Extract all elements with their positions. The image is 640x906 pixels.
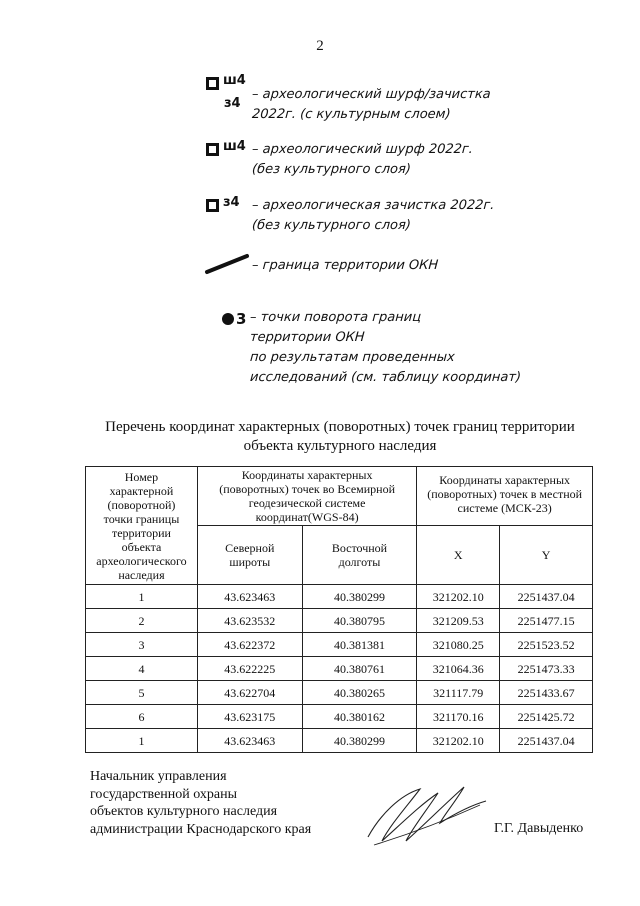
coordinates-table: [85, 466, 593, 753]
header-wgs-line: Координаты характерных: [241, 468, 373, 482]
legend-text-line1: – граница территории ОКН: [251, 258, 439, 273]
header-number-line: археологического: [96, 554, 187, 568]
signer-name: Г.Г. Давыденко: [494, 821, 584, 836]
table-row: [86, 705, 593, 729]
header-msk-line: системе (МСК-23): [457, 501, 552, 515]
header-msk-line: Координаты характерных: [439, 473, 571, 487]
legend-symbol-bottom: з4: [224, 96, 241, 111]
cell-y: 2251437.04: [500, 585, 593, 609]
cell-y: 2251425.72: [500, 705, 593, 729]
subheader-line: долготы: [338, 555, 381, 569]
cell-latitude: 43.623463: [197, 585, 302, 609]
turning-point-dot-icon: [222, 313, 234, 325]
cell-point-number: 5: [86, 681, 198, 705]
pit-square-icon: [206, 77, 219, 90]
signatory-position: [90, 768, 311, 838]
legend-symbol: 3: [236, 310, 247, 328]
subheader-north-latitude: [197, 526, 302, 585]
header-number-line: объекта: [121, 540, 162, 554]
cell-latitude: 43.622225: [197, 657, 302, 681]
cell-longitude: 40.381381: [302, 633, 417, 657]
legend-text-line1: – археологический шурф/зачистка: [251, 87, 492, 102]
table-row: [86, 633, 593, 657]
cell-x: 321202.10: [417, 585, 500, 609]
cell-x: 321170.16: [417, 705, 500, 729]
legend-text-line2: 2022г. (с культурным слоем): [251, 107, 452, 122]
legend-symbol-top: ш4: [223, 73, 246, 88]
cell-longitude: 40.380265: [302, 681, 417, 705]
cell-x: 321209.53: [417, 609, 500, 633]
boundary-line-icon: [204, 252, 250, 276]
subheader-line: Северной: [225, 541, 275, 555]
subheader-line: Восточной: [331, 541, 388, 555]
header-wgs-line: геодезической системе: [248, 496, 366, 510]
position-line: Начальник управления: [90, 769, 227, 784]
pit-square-icon: [206, 143, 219, 156]
legend-symbol: з4: [223, 195, 240, 210]
header-point-number: [86, 467, 198, 585]
legend-text-line3: по результатам проведенных: [249, 350, 456, 365]
cell-latitude: 43.623175: [197, 705, 302, 729]
cell-point-number: 4: [86, 657, 198, 681]
table-caption: [80, 418, 600, 456]
cell-latitude: 43.622372: [197, 633, 302, 657]
position-line: государственной охраны: [90, 786, 238, 802]
position-line: администрации Краснодарского края: [90, 821, 312, 837]
table-row: [86, 609, 593, 633]
legend-text-line1: – археологическая зачистка 2022г.: [251, 198, 495, 213]
cleaning-square-icon: [206, 199, 219, 212]
subheader-line: широты: [229, 555, 271, 569]
handwritten-signature: [360, 775, 490, 855]
header-msk23: [417, 467, 593, 526]
header-number-line: точки границы: [103, 512, 180, 526]
cell-x: 321202.10: [417, 729, 500, 753]
header-wgs84: [197, 467, 416, 526]
subheader-x: X: [417, 526, 500, 585]
legend-symbol: ш4: [223, 139, 246, 154]
cell-point-number: 3: [86, 633, 198, 657]
legend-text-line2: (без культурного слоя): [251, 162, 412, 177]
cell-y: 2251433.67: [500, 681, 593, 705]
cell-longitude: 40.380299: [302, 585, 417, 609]
subheader-y: Y: [500, 526, 593, 585]
cell-longitude: 40.380299: [302, 729, 417, 753]
cell-y: 2251477.15: [500, 609, 593, 633]
caption-line2: объекта культурного наследия: [243, 438, 437, 454]
table-row: [86, 681, 593, 705]
table-header-row: [86, 467, 593, 526]
cell-point-number: 2: [86, 609, 198, 633]
cell-point-number: 6: [86, 705, 198, 729]
cell-y: 2251523.52: [500, 633, 593, 657]
cell-x: 321080.25: [417, 633, 500, 657]
page-number: 2: [316, 38, 324, 54]
cell-latitude: 43.623532: [197, 609, 302, 633]
cell-y: 2251437.04: [500, 729, 593, 753]
cell-x: 321064.36: [417, 657, 500, 681]
header-number-line: (поворотной): [107, 498, 176, 512]
cell-point-number: 1: [86, 585, 198, 609]
cell-latitude: 43.622704: [197, 681, 302, 705]
header-wgs-line: координат(WGS-84): [255, 510, 359, 524]
table-row: [86, 585, 593, 609]
cell-point-number: 1: [86, 729, 198, 753]
header-number-line: Номер: [124, 470, 159, 484]
table-row: [86, 657, 593, 681]
legend-text-line4: исследований (см. таблицу координат): [249, 370, 522, 385]
table-row: [86, 729, 593, 753]
header-number-line: характерной: [109, 484, 174, 498]
header-msk-line: (поворотных) точек в местной: [427, 487, 583, 501]
cell-latitude: 43.623463: [197, 729, 302, 753]
cell-longitude: 40.380162: [302, 705, 417, 729]
position-line: объектов культурного наследия: [90, 804, 278, 819]
legend-text-line1: – археологический шурф 2022г.: [251, 142, 474, 157]
legend-text-line2: (без культурного слоя): [251, 218, 412, 233]
caption-line1: Перечень координат характерных (поворотных) точек границ территории: [105, 419, 575, 435]
header-number-line: территории: [111, 526, 171, 540]
subheader-east-longitude: [302, 526, 417, 585]
cell-y: 2251473.33: [500, 657, 593, 681]
legend-text-line2: территории ОКН: [249, 330, 366, 345]
legend-text-line1: – точки поворота границ: [249, 310, 422, 325]
cell-longitude: 40.380795: [302, 609, 417, 633]
header-number-line: наследия: [118, 568, 165, 582]
cell-x: 321117.79: [417, 681, 500, 705]
header-wgs-line: (поворотных) точек во Всемирной: [219, 482, 395, 496]
cell-longitude: 40.380761: [302, 657, 417, 681]
